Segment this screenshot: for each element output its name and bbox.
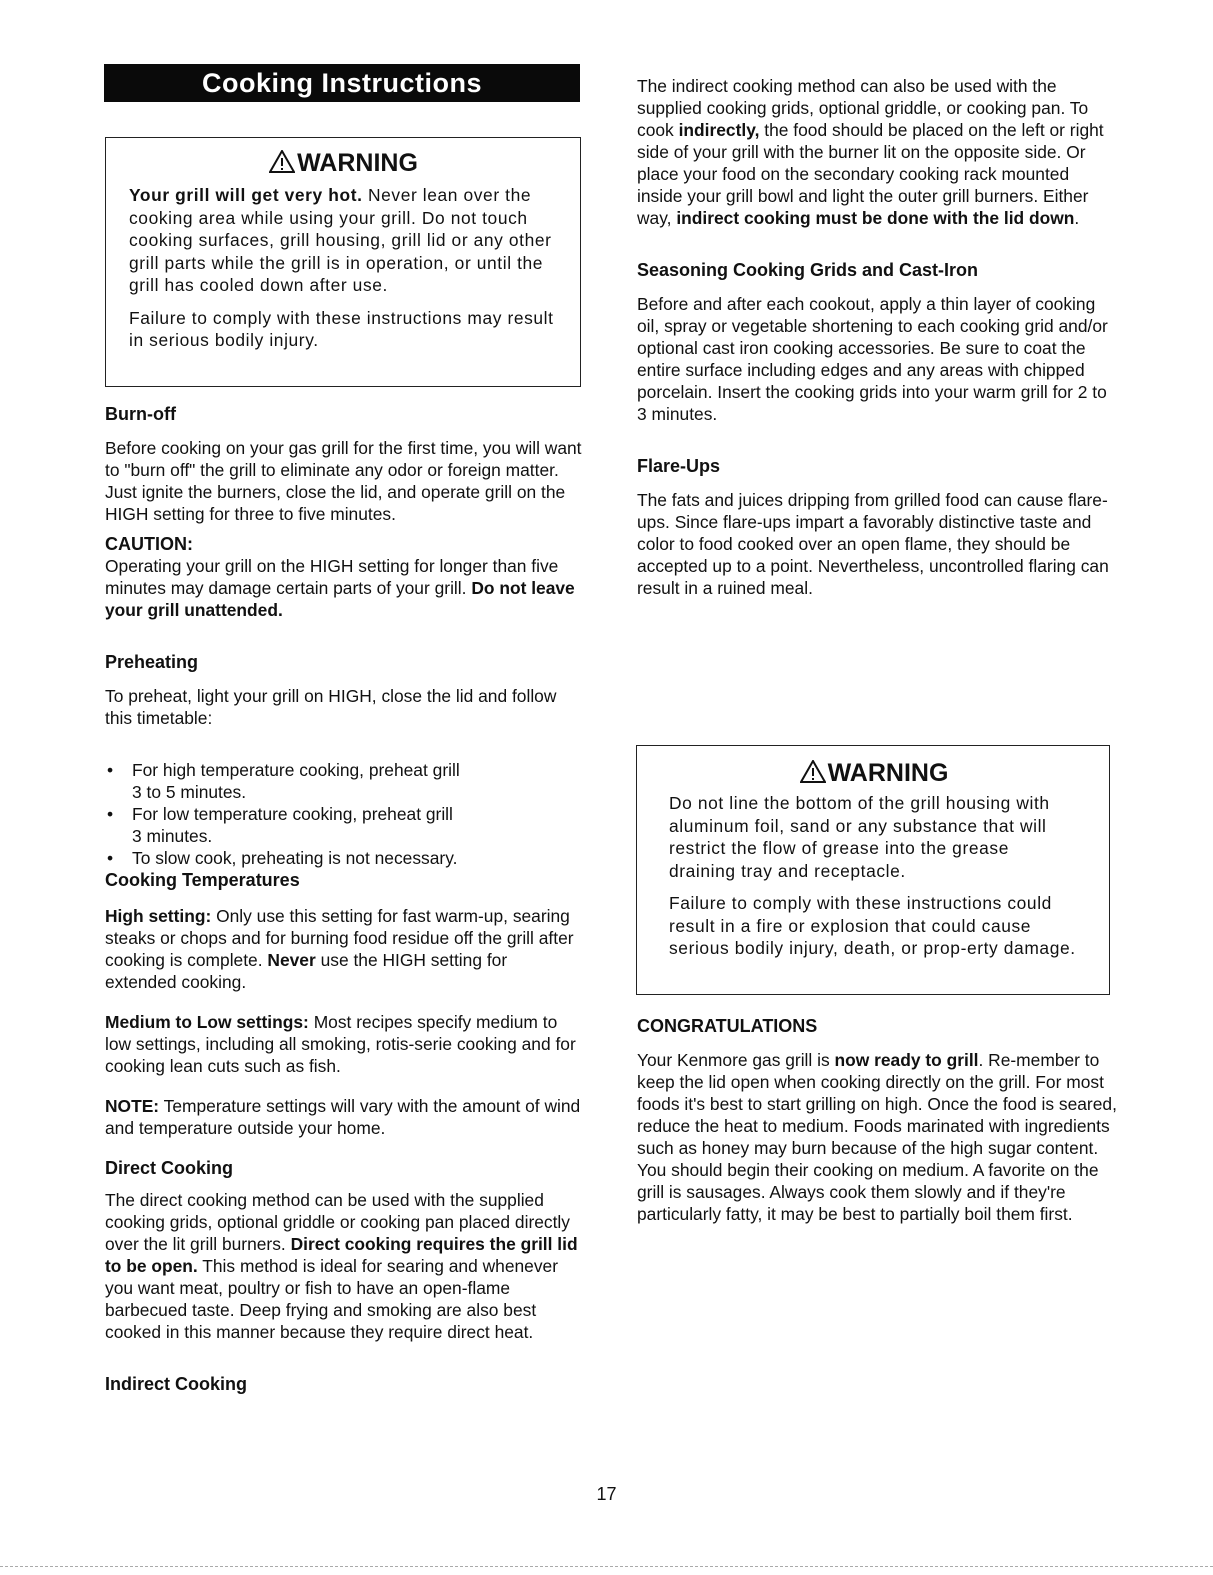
seasoning-heading: Seasoning Cooking Grids and Cast-Iron [637,260,979,280]
list-item [105,759,583,803]
direct-cooking-body-end: This method is ideal for searing and whenever you want meat, poultry or fish to have an open-flame barbecued taste. Deep frying and smoking are also best cooked in this manner because they require direct heat. [105,1256,559,1342]
indirect-bold: indirectly, [678,120,760,140]
caution-heading: CAUTION: [105,534,193,554]
bullet-line: 3 to 5 minutes. [132,782,247,802]
warning-box-heat [105,137,581,387]
bullet-icon: • [107,760,114,780]
indirect-body: The indirect cooking method can also be used with the supplied cooking grids, optional griddle, or cooking pan. To cook [637,76,1089,140]
high-setting-label: High setting: [105,906,212,926]
seasoning-text: Before and after each cookout, apply a thin layer of cooking oil, spray or vegetable shortening to each cooking grid and/or optional cast iron cooking accessories. Be sure to coat the entire surface including edges and any areas with chipped porcelain. Insert the cooking grids into your warm grill for 2 to 3 minutes. [637,294,1108,424]
indirect-bold-lid: indirect cooking must be done with the lid down [676,208,1075,228]
indirect-cooking-text [637,75,1117,229]
preheat-timetable [105,759,583,869]
flareups-text: The fats and juices dripping from grilled food can cause flare-ups. Since flare-ups impart a favorably distinctive taste and color to food cooked over an open flame, they should be accepted up to a point. Nevertheless, uncontrolled flaring can result in a ruined meal. [637,490,1109,598]
congratulations-body: Your Kenmore gas grill is [637,1050,835,1070]
left-column [105,403,583,1395]
warning-bold-lead: Your grill will get very hot. [129,185,363,205]
burnoff-text: Before cooking on your gas grill for the first time, you will want to "burn off" the grill to eliminate any odor or foreign matter. Just ignite the burners, close the lid, and operate grill on the HIGH setting for three to five minutes. [105,438,582,524]
preheating-heading: Preheating [105,652,199,672]
preheating-text: To preheat, light your grill on HIGH, close the lid and follow this timetable: [105,686,557,728]
congratulations-text [637,1049,1117,1225]
direct-cooking-body: The direct cooking method can be used with the supplied cooking grids, optional griddle or cooking pan placed directly over the lit grill burners. [105,1190,570,1254]
scan-edge-divider [0,1566,1213,1567]
warning-consequence: Failure to comply with these instructions may result in serious bodily injury. [129,307,554,350]
caution-bold: Do not leave your grill unattended. [105,578,575,620]
note-body: Temperature settings will vary with the amount of wind and temperature outside your home. [105,1096,581,1138]
note-label: NOTE: [105,1096,160,1116]
indirect-body-mid: the food should be placed on the left or right side of your grill with the burner lit on the opposite side. Or place your food on the secondary cooking rack mounted inside your grill bowl and light the outer grill burners. Either way, [637,120,1104,228]
high-setting-never: Never [267,950,316,970]
warning-text [129,184,558,297]
right-column [637,75,1117,599]
warning-heading-text: WARNING [827,759,949,787]
list-item [105,803,583,847]
medium-setting-label: Medium to Low settings: [105,1012,309,1032]
warning-heading-text: WARNING [297,149,418,177]
page-number: 17 [596,1484,617,1504]
high-setting-text [105,905,583,993]
warning-text: Do not line the bottom of the grill housing with aluminum foil, sand or any substance that will restrict the flow of grease into the grease draining tray and receptacle. [669,793,1050,881]
warning-box-foil [636,745,1110,995]
burnoff-heading: Burn-off [105,404,176,424]
warning-triangle-icon [800,760,826,783]
bullet-icon: • [107,804,114,824]
warning-heading [129,148,558,178]
medium-setting-text [105,1011,583,1077]
congratulations-body-end: . Re-member to keep the lid open when cooking directly on the grill. For most foods it's best to start grilling on high. Once the food is seared, reduce the heat to medium. Foods marinated with ingredients such as honey may burn because of the high sugar content. You should begin their cooking on medium. A favorite on the grill is sausages. Always cook them slowly and if they're particularly fatty, it may be best to partially boil them first. [637,1050,1117,1224]
warning-heading [669,758,1079,788]
caution-text [105,555,583,621]
note-text [105,1095,583,1139]
indirect-cooking-heading: Indirect Cooking [105,1374,248,1394]
page-title: Cooking Instructions [104,64,580,102]
bullet-line: For high temperature cooking, preheat grill [132,760,460,780]
congratulations-heading: CONGRATULATIONS [637,1016,818,1036]
cooking-temperatures-heading: Cooking Temperatures [105,870,300,890]
warning-consequence: Failure to comply with these instructions could result in a fire or explosion that could cause serious bodily injury, death, or prop-erty damage. [669,893,1076,958]
congratulations-bold: now ready to grill [834,1050,979,1070]
warning-body: Never lean over the cooking area while using your grill. Do not touch cooking surfaces, grill housing, grill lid or any other grill parts while the grill is in operation, or until the grill has cooled down after use. [129,185,552,295]
bullet-icon: • [107,848,114,868]
medium-setting-body: Most recipes specify medium to low settings, including all smoking, rotis-serie cooking and for cooking lean cuts such as fish. [105,1012,576,1076]
bullet-line: To slow cook, preheating is not necessary. [132,848,458,868]
direct-cooking-bold: Direct cooking requires the grill lid to be open. [105,1234,578,1276]
direct-cooking-heading: Direct Cooking [105,1158,234,1178]
list-item [105,847,583,869]
high-setting-body: Only use this setting for fast warm-up, searing steaks or chops and for burning food residue off the grill after cooking is complete. [105,906,574,970]
bullet-line: 3 minutes. [132,826,213,846]
congratulations-section [637,1015,1117,1225]
caution-body: Operating your grill on the HIGH setting for longer than five minutes may damage certain parts of your grill. [105,556,559,598]
indirect-body-end: . [1074,208,1080,228]
direct-cooking-text [105,1189,583,1343]
flareups-heading: Flare-Ups [637,456,721,476]
high-setting-body-end: use the HIGH setting for extended cooking. [105,950,508,992]
warning-triangle-icon [269,150,295,173]
bullet-line: For low temperature cooking, preheat grill [132,804,453,824]
